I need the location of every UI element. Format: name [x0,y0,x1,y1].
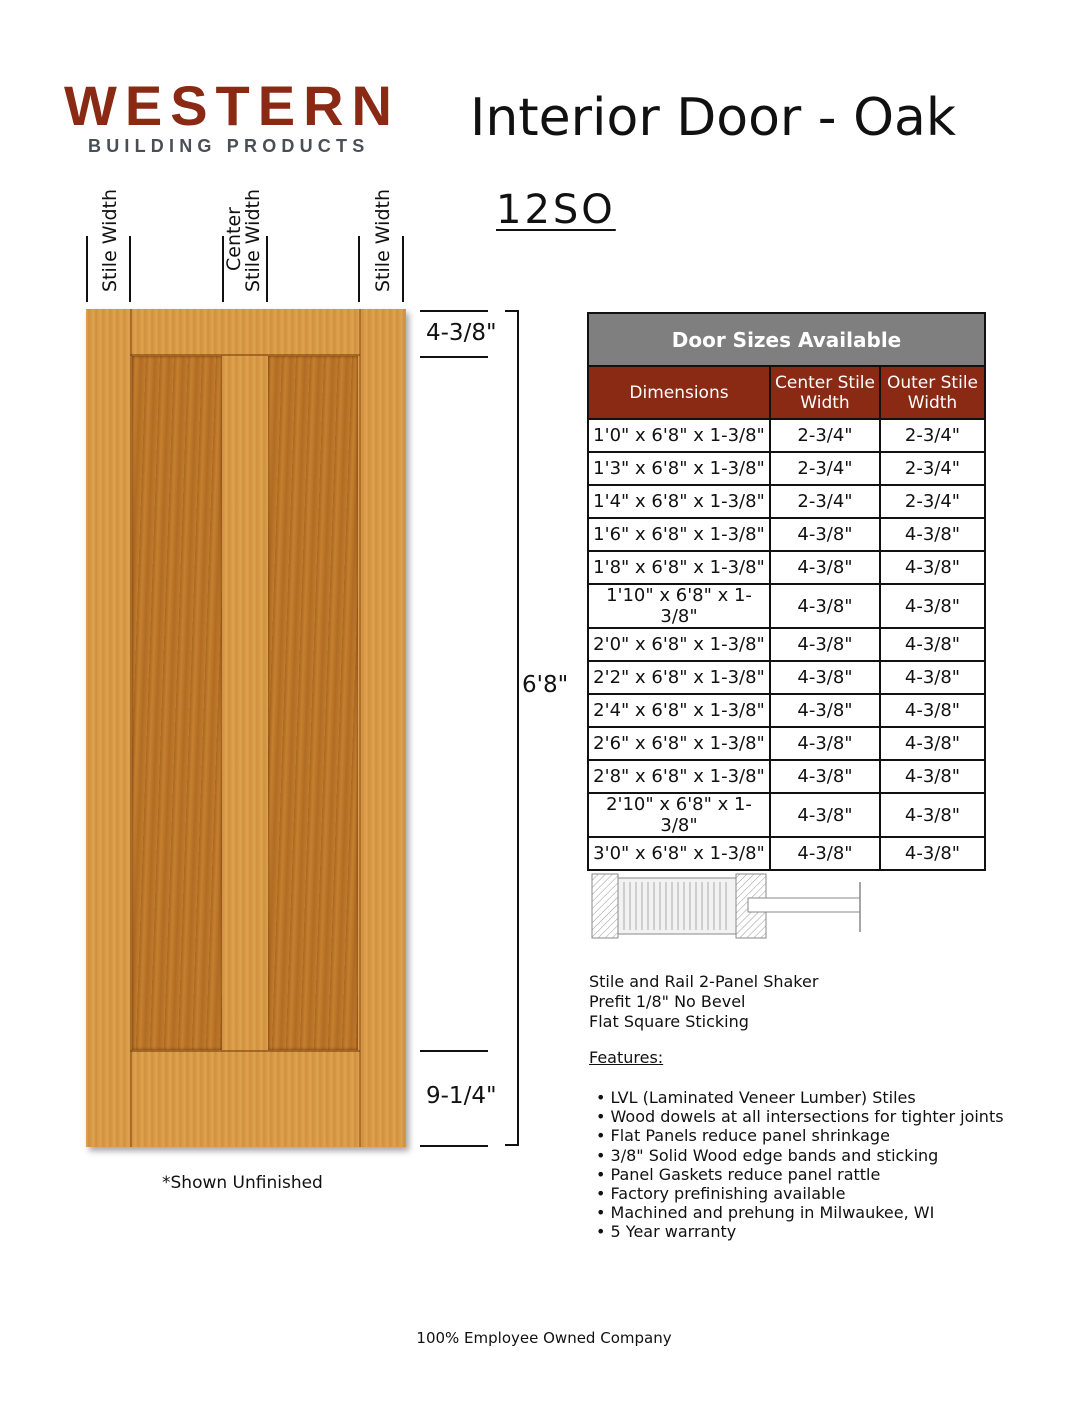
table-cell: 2-3/4" [880,419,985,452]
table-row [588,584,985,628]
table-row [588,628,985,661]
page-title: Interior Door - Oak [470,88,957,148]
sticking-profile-diagram [588,870,864,944]
bottom-rail-edge [130,1050,360,1052]
list-item: • Machined and prehung in Milwaukee, WI [596,1203,935,1223]
table-cell: 3'0" x 6'8" x 1-3/8" [588,837,770,870]
table-row [588,485,985,518]
table-cell: 2-3/4" [880,452,985,485]
table-cell: 4-3/8" [770,727,880,760]
table-title: Door Sizes Available [588,313,985,366]
door-sizes-table [587,312,986,871]
table-row [588,837,985,870]
table-row [588,452,985,485]
guide-line [129,236,131,302]
table-cell: 4-3/8" [770,837,880,870]
height-dimension: 6'8" [522,672,569,698]
model-number: 12SO [496,187,616,233]
list-item: • Panel Gaskets reduce panel rattle [596,1164,881,1184]
table-cell: 1'4" x 6'8" x 1-3/8" [588,485,770,518]
table-row [588,727,985,760]
table-cell: 1'6" x 6'8" x 1-3/8" [588,518,770,551]
company-logo-subtitle: BUILDING PRODUCTS [88,136,370,156]
table-cell: 4-3/8" [880,551,985,584]
table-row [588,793,985,837]
table-cell: 2'6" x 6'8" x 1-3/8" [588,727,770,760]
column-header-dimensions: Dimensions [588,366,770,419]
footer-text: 100% Employee Owned Company [416,1329,672,1347]
column-header-outer-stile: Outer Stile Width [880,366,985,419]
left-stile-edge [130,309,132,1147]
guide-line [86,236,88,302]
table-row [588,661,985,694]
top-rail-line [420,310,488,312]
table-cell: 1'8" x 6'8" x 1-3/8" [588,551,770,584]
description-line: Stile and Rail 2-Panel Shaker [589,972,819,991]
shown-unfinished-note: *Shown Unfinished [162,1173,323,1193]
stile-width-right-label: Stile Width [372,189,394,292]
table-cell: 1'3" x 6'8" x 1-3/8" [588,452,770,485]
bottom-rail-dimension: 9-1/4" [426,1083,497,1109]
table-cell: 4-3/8" [770,760,880,793]
table-row [588,760,985,793]
table-cell: 4-3/8" [770,628,880,661]
table-cell: 4-3/8" [880,760,985,793]
list-item: • 5 Year warranty [596,1222,737,1242]
list-item: • Wood dowels at all intersections for tighter joints [596,1107,1004,1127]
table-cell: 2-3/4" [880,485,985,518]
features-heading: Features: [589,1048,664,1067]
table-cell: 2'8" x 6'8" x 1-3/8" [588,760,770,793]
table-cell: 2'0" x 6'8" x 1-3/8" [588,628,770,661]
table-cell: 2'10" x 6'8" x 1-3/8" [588,793,770,837]
guide-line [266,236,268,302]
door-panel-right [268,356,358,1050]
guide-line [402,236,404,302]
table-body [588,419,985,870]
height-bracket-bottom [505,1144,519,1146]
top-rail-line [420,356,488,358]
bottom-rail-line [420,1050,488,1052]
table-cell: 2-3/4" [770,419,880,452]
table-cell: 4-3/8" [770,584,880,628]
stile-width-left-label: Stile Width [99,189,121,292]
table-cell: 4-3/8" [770,551,880,584]
table-cell: 2-3/4" [770,485,880,518]
table-cell: 4-3/8" [880,694,985,727]
table-cell: 2-3/4" [770,452,880,485]
description-line: Prefit 1/8" No Bevel [589,992,746,1011]
door-panel-left [132,356,222,1050]
table-cell: 2'4" x 6'8" x 1-3/8" [588,694,770,727]
height-bracket [517,310,519,1146]
table-cell: 4-3/8" [880,727,985,760]
table-cell: 4-3/8" [880,584,985,628]
table-cell: 4-3/8" [770,793,880,837]
center-stile-label-line2: Stile Width [242,189,264,292]
table-cell: 4-3/8" [880,793,985,837]
stile-section-left [592,874,618,938]
table-cell: 4-3/8" [770,661,880,694]
product-description [589,972,818,1032]
description-line: Flat Square Sticking [589,1012,749,1031]
table-row [588,518,985,551]
list-item: • 3/8" Solid Wood edge bands and sticking [596,1145,939,1165]
top-rail-edge [130,354,360,356]
center-stile-label-line1: Center [223,207,245,271]
table-row [588,694,985,727]
guide-line [358,236,360,302]
bottom-rail-line [420,1145,488,1147]
table-cell: 4-3/8" [880,518,985,551]
table-cell: 4-3/8" [880,628,985,661]
table-cell: 4-3/8" [770,518,880,551]
table-cell: 4-3/8" [880,837,985,870]
company-logo: WESTERN [64,74,400,137]
door-illustration [86,309,406,1147]
table-cell: 4-3/8" [880,661,985,694]
table-cell: 1'10" x 6'8" x 1-3/8" [588,584,770,628]
column-header-center-stile: Center Stile Width [770,366,880,419]
features-list [596,1088,1004,1242]
table-cell: 2'2" x 6'8" x 1-3/8" [588,661,770,694]
table-cell: 1'0" x 6'8" x 1-3/8" [588,419,770,452]
table-row [588,551,985,584]
list-item: • Flat Panels reduce panel shrinkage [596,1126,890,1146]
table-cell: 4-3/8" [770,694,880,727]
list-item: • LVL (Laminated Veneer Lumber) Stiles [596,1088,916,1107]
top-rail-dimension: 4-3/8" [426,320,497,346]
table-row [588,419,985,452]
right-stile-edge [359,309,361,1147]
tongue [748,898,860,912]
list-item: • Factory prefinishing available [596,1184,846,1204]
